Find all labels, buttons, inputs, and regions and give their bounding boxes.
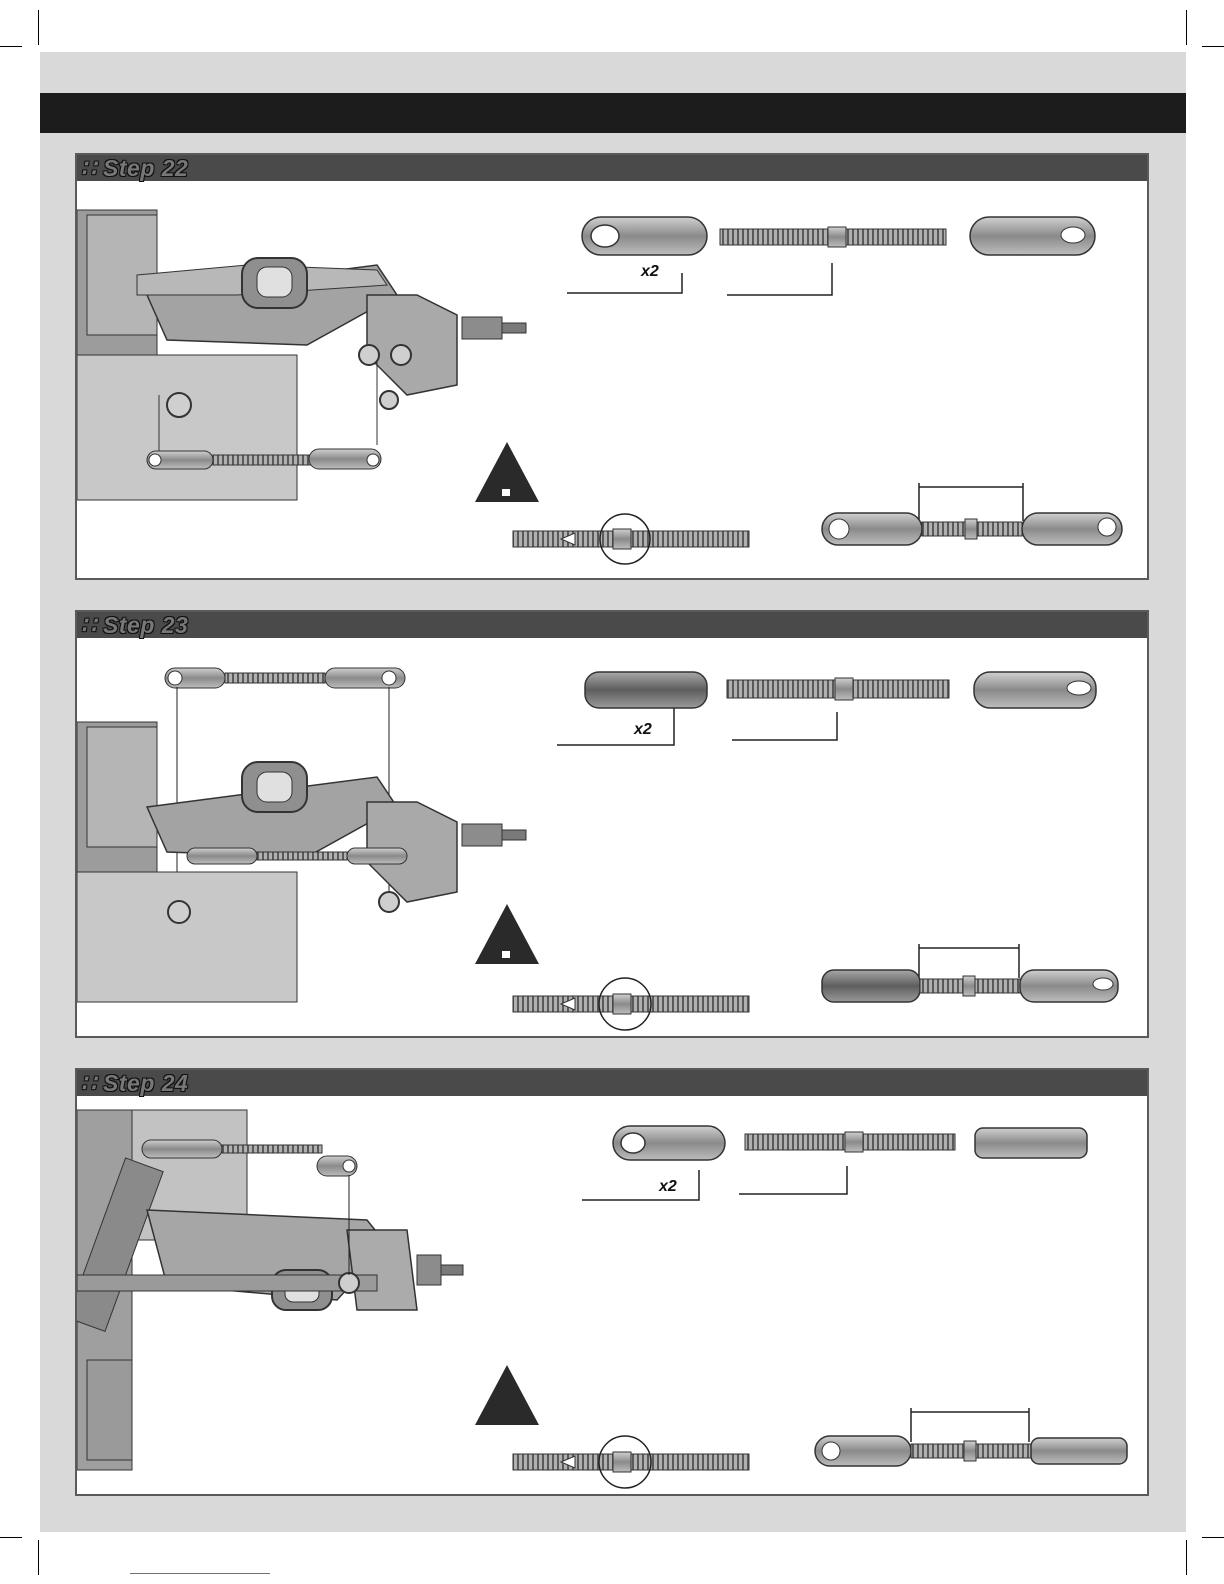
step-23-illustration [77,612,1149,1038]
rod-end-icon [970,217,1095,255]
assembled-rod [822,513,1122,545]
crop-mark [38,10,39,45]
crop-mark [1202,46,1224,47]
rod-end-icon [613,1126,725,1160]
warning-triangle-icon [458,904,539,964]
step-title: ∷ Step 24 [81,1070,189,1096]
front-suspension-assembly [77,668,526,1002]
section-header-band [40,93,1186,133]
crop-mark [0,1537,22,1538]
step-23-panel [75,610,1149,1038]
step-24-panel [75,1068,1149,1496]
step-title: ∷ Step 23 [81,612,189,638]
crop-mark [1186,1540,1187,1575]
turnbuckle-icon [513,978,749,1030]
turnbuckle-icon [513,514,749,564]
crop-mark [1202,1537,1224,1538]
turnbuckle-icon [513,1436,749,1488]
rod-end-icon [582,217,707,255]
assembled-rod [822,970,1118,1002]
rod-end-icon [975,1128,1087,1158]
front-suspension-assembly [77,210,526,500]
crop-mark [0,46,22,47]
warning-triangle-icon [459,442,539,502]
turnbuckle-icon [720,227,946,247]
turnbuckle-icon [727,678,949,700]
turnbuckle-icon [745,1132,955,1152]
quantity-label: x2 [659,1178,677,1195]
quantity-label: x2 [634,721,652,738]
crop-mark [1186,10,1187,45]
crop-mark [38,1540,39,1575]
quantity-label: x2 [641,263,659,280]
assembled-rod [815,1436,1127,1466]
footer-link-underline[interactable] [130,1573,270,1574]
rod-end-icon [585,672,707,708]
warning-triangle-icon [475,1365,539,1425]
rear-suspension-assembly [77,1110,463,1470]
step-title: ∷ Step 22 [81,155,189,181]
step-24-illustration [77,1070,1149,1496]
rod-end-icon [974,672,1096,708]
step-22-panel [75,153,1149,580]
step-22-illustration [77,155,1149,580]
